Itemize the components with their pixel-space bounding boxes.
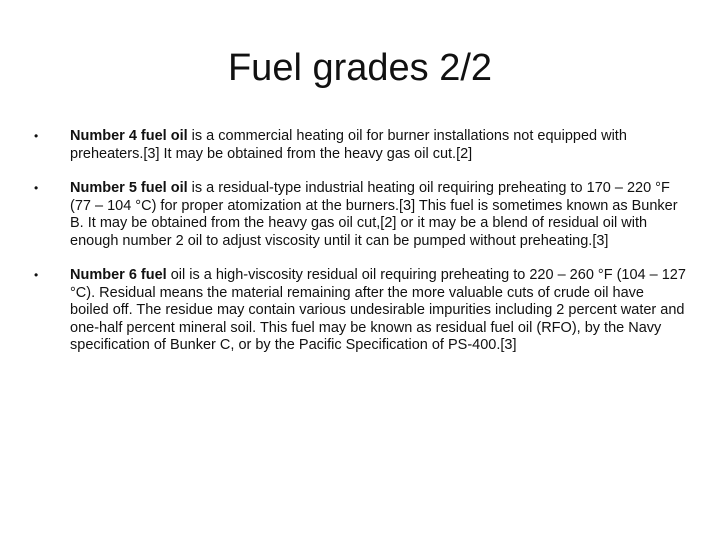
bullet-lead: Number 4 fuel oil xyxy=(70,128,188,144)
bullet-item-number-5 xyxy=(34,180,686,250)
bullet-list xyxy=(34,128,686,372)
bullet-icon: • xyxy=(34,268,39,282)
bullet-text: oil is a high-viscosity residual oil requiring preheating to 220 – 260 °F (104 – 127 °C). Residual means the material remaining after the more valuable cuts of crude oil have boiled off. The residue may contain various undesirable impurities including 2 percent water and one-half percent mineral soil. This fuel may be known as residual fuel oil (RFO), by the Navy specification of Bunker C, or by the Pacific Specification of PS-400.[3] xyxy=(70,267,686,353)
bullet-text: is a residual-type industrial heating oil requiring preheating to 170 – 220 °F (77 – 104 °C) for proper atomization at the burners.[3] This fuel is sometimes known as Bunker B. It may be obtained from the heavy gas oil cut,[2] or it may be a blend of residual oil with enough number 2 oil to adjust viscosity until it can be pumped without preheating.[3] xyxy=(70,180,678,249)
bullet-icon: • xyxy=(34,181,39,195)
bullet-item-number-6 xyxy=(34,267,686,355)
bullet-text: is a commercial heating oil for burner installations not equipped with preheaters.[3] It may be obtained from the heavy gas oil cut.[2] xyxy=(70,128,627,162)
bullet-lead: Number 5 fuel oil xyxy=(70,180,188,196)
bullet-icon: • xyxy=(34,129,39,143)
bullet-lead: Number 6 fuel xyxy=(70,267,167,283)
bullet-item-number-4 xyxy=(34,128,686,163)
slide-title: Fuel grades 2/2 xyxy=(227,47,493,89)
